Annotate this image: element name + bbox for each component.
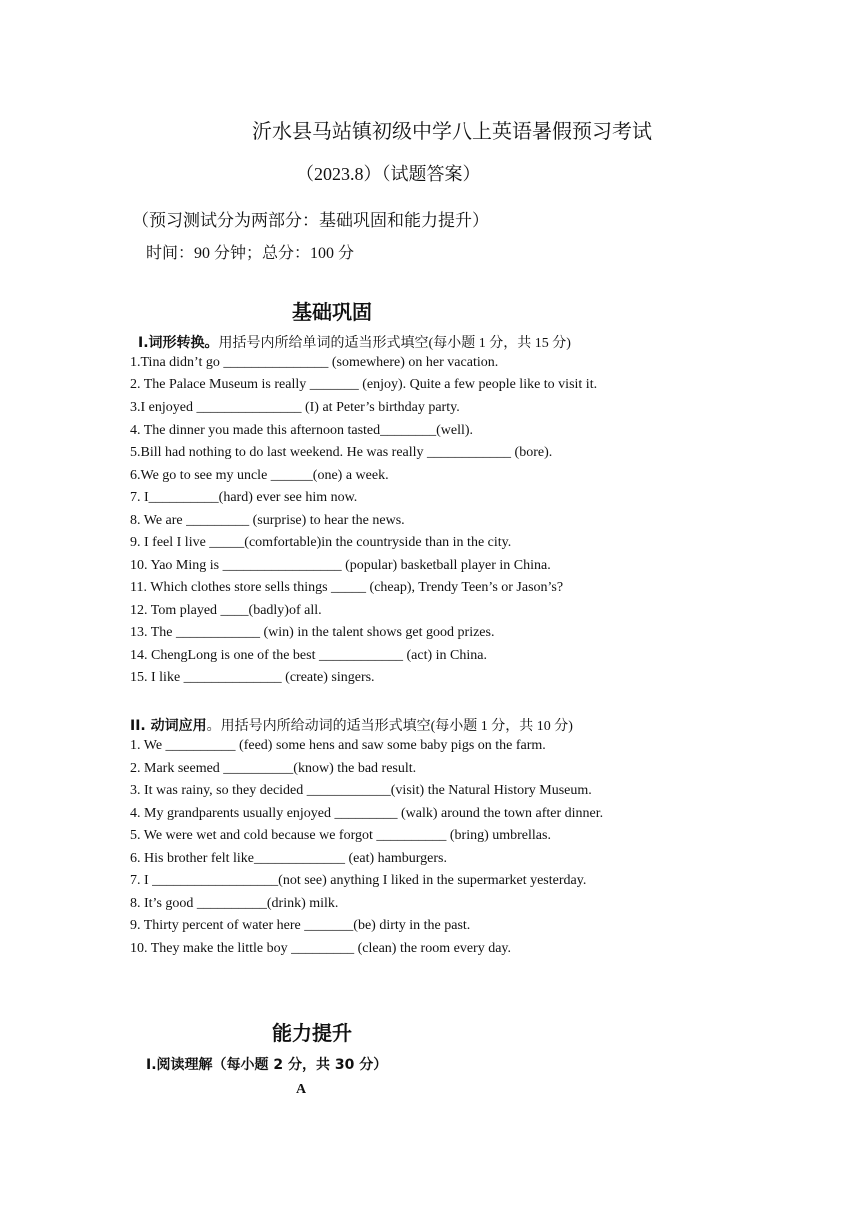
section-heading-basic: 基础巩固 bbox=[292, 300, 372, 324]
question-item: 1. We __________ (feed) some hens and saw some baby pigs on the farm. bbox=[130, 738, 546, 753]
question-item: 10. They make the little boy _________ (clean) the room every day. bbox=[130, 941, 512, 956]
question-item: 2. Mark seemed __________(know) the bad result. bbox=[130, 761, 417, 776]
question-item: 12. Tom played ____(badly)of all. bbox=[130, 603, 322, 618]
question-item: 6. His brother felt like_____________ (eat) hamburgers. bbox=[130, 851, 448, 866]
exam-subtitle: （2023.8）（试题答案） bbox=[296, 164, 481, 184]
exam-title: 沂水县马站镇初级中学八上英语暑假预习考试 bbox=[252, 121, 652, 143]
question-item: 10. Yao Ming is _________________ (popular) basketball player in China. bbox=[130, 558, 551, 573]
part-instruction: 。用括号内所给动词的适当形式填空(每小题 1 分，共 10 分) bbox=[206, 719, 573, 734]
exam-time: 时间：90 分钟；总分：100 分 bbox=[146, 245, 355, 262]
question-item: 2. The Palace Museum is really _______ (enjoy). Quite a few people like to visit it. bbox=[130, 377, 598, 392]
part-instruction: 用括号内所给单词的适当形式填空(每小题 1 分，共 15 分) bbox=[218, 336, 571, 351]
question-item: 4. The dinner you made this afternoon tasted________(well). bbox=[130, 423, 474, 438]
question-item: 7. I __________________(not see) anything I liked in the supermarket yesterday. bbox=[130, 873, 587, 888]
exam-note: （预习测试分为两部分：基础巩固和能力提升） bbox=[132, 211, 489, 231]
question-item: 13. The ____________ (win) in the talent shows get good prizes. bbox=[130, 625, 495, 640]
question-item: 15. I like ______________ (create) singers. bbox=[130, 670, 375, 685]
question-item: 8. It’s good __________(drink) milk. bbox=[130, 896, 339, 911]
question-item: 5.Bill had nothing to do last weekend. He was really ____________ (bore). bbox=[130, 445, 553, 460]
question-item: 7. I__________(hard) ever see him now. bbox=[130, 490, 358, 505]
question-item: 4. My grandparents usually enjoyed _________ (walk) around the town after dinner. bbox=[130, 806, 604, 821]
question-item: 1.Tina didn’t go _______________ (somewhere) on her vacation. bbox=[130, 355, 499, 370]
part-label: II. 动词应用 bbox=[130, 718, 207, 734]
part-heading-verb-usage bbox=[130, 715, 573, 735]
part-heading-reading: I.阅读理解（每小题 2 分，共 30 分） bbox=[146, 1057, 388, 1073]
question-item: 6.We go to see my uncle ______(one) a week. bbox=[130, 468, 389, 483]
question-item: 14. ChengLong is one of the best ____________ (act) in China. bbox=[130, 648, 487, 663]
reading-passage-label: A bbox=[296, 1082, 307, 1097]
question-item: 5. We were wet and cold because we forgot __________ (bring) umbrellas. bbox=[130, 828, 551, 843]
section-heading-ability: 能力提升 bbox=[272, 1021, 352, 1045]
question-item: 9. I feel I live _____(comfortable)in the countryside than in the city. bbox=[130, 535, 512, 550]
part-label: I.词形转换。 bbox=[138, 335, 219, 351]
question-item: 3. It was rainy, so they decided ____________(visit) the Natural History Museum. bbox=[130, 783, 592, 798]
question-item: 8. We are _________ (surprise) to hear the news. bbox=[130, 513, 405, 528]
part-heading-word-forms bbox=[138, 332, 571, 352]
question-item: 11. Which clothes store sells things _____ (cheap), Trendy Teen’s or Jason’s? bbox=[130, 580, 564, 595]
question-item: 9. Thirty percent of water here _______(be) dirty in the past. bbox=[130, 918, 471, 933]
question-item: 3.I enjoyed _______________ (I) at Peter’s birthday party. bbox=[130, 400, 460, 415]
